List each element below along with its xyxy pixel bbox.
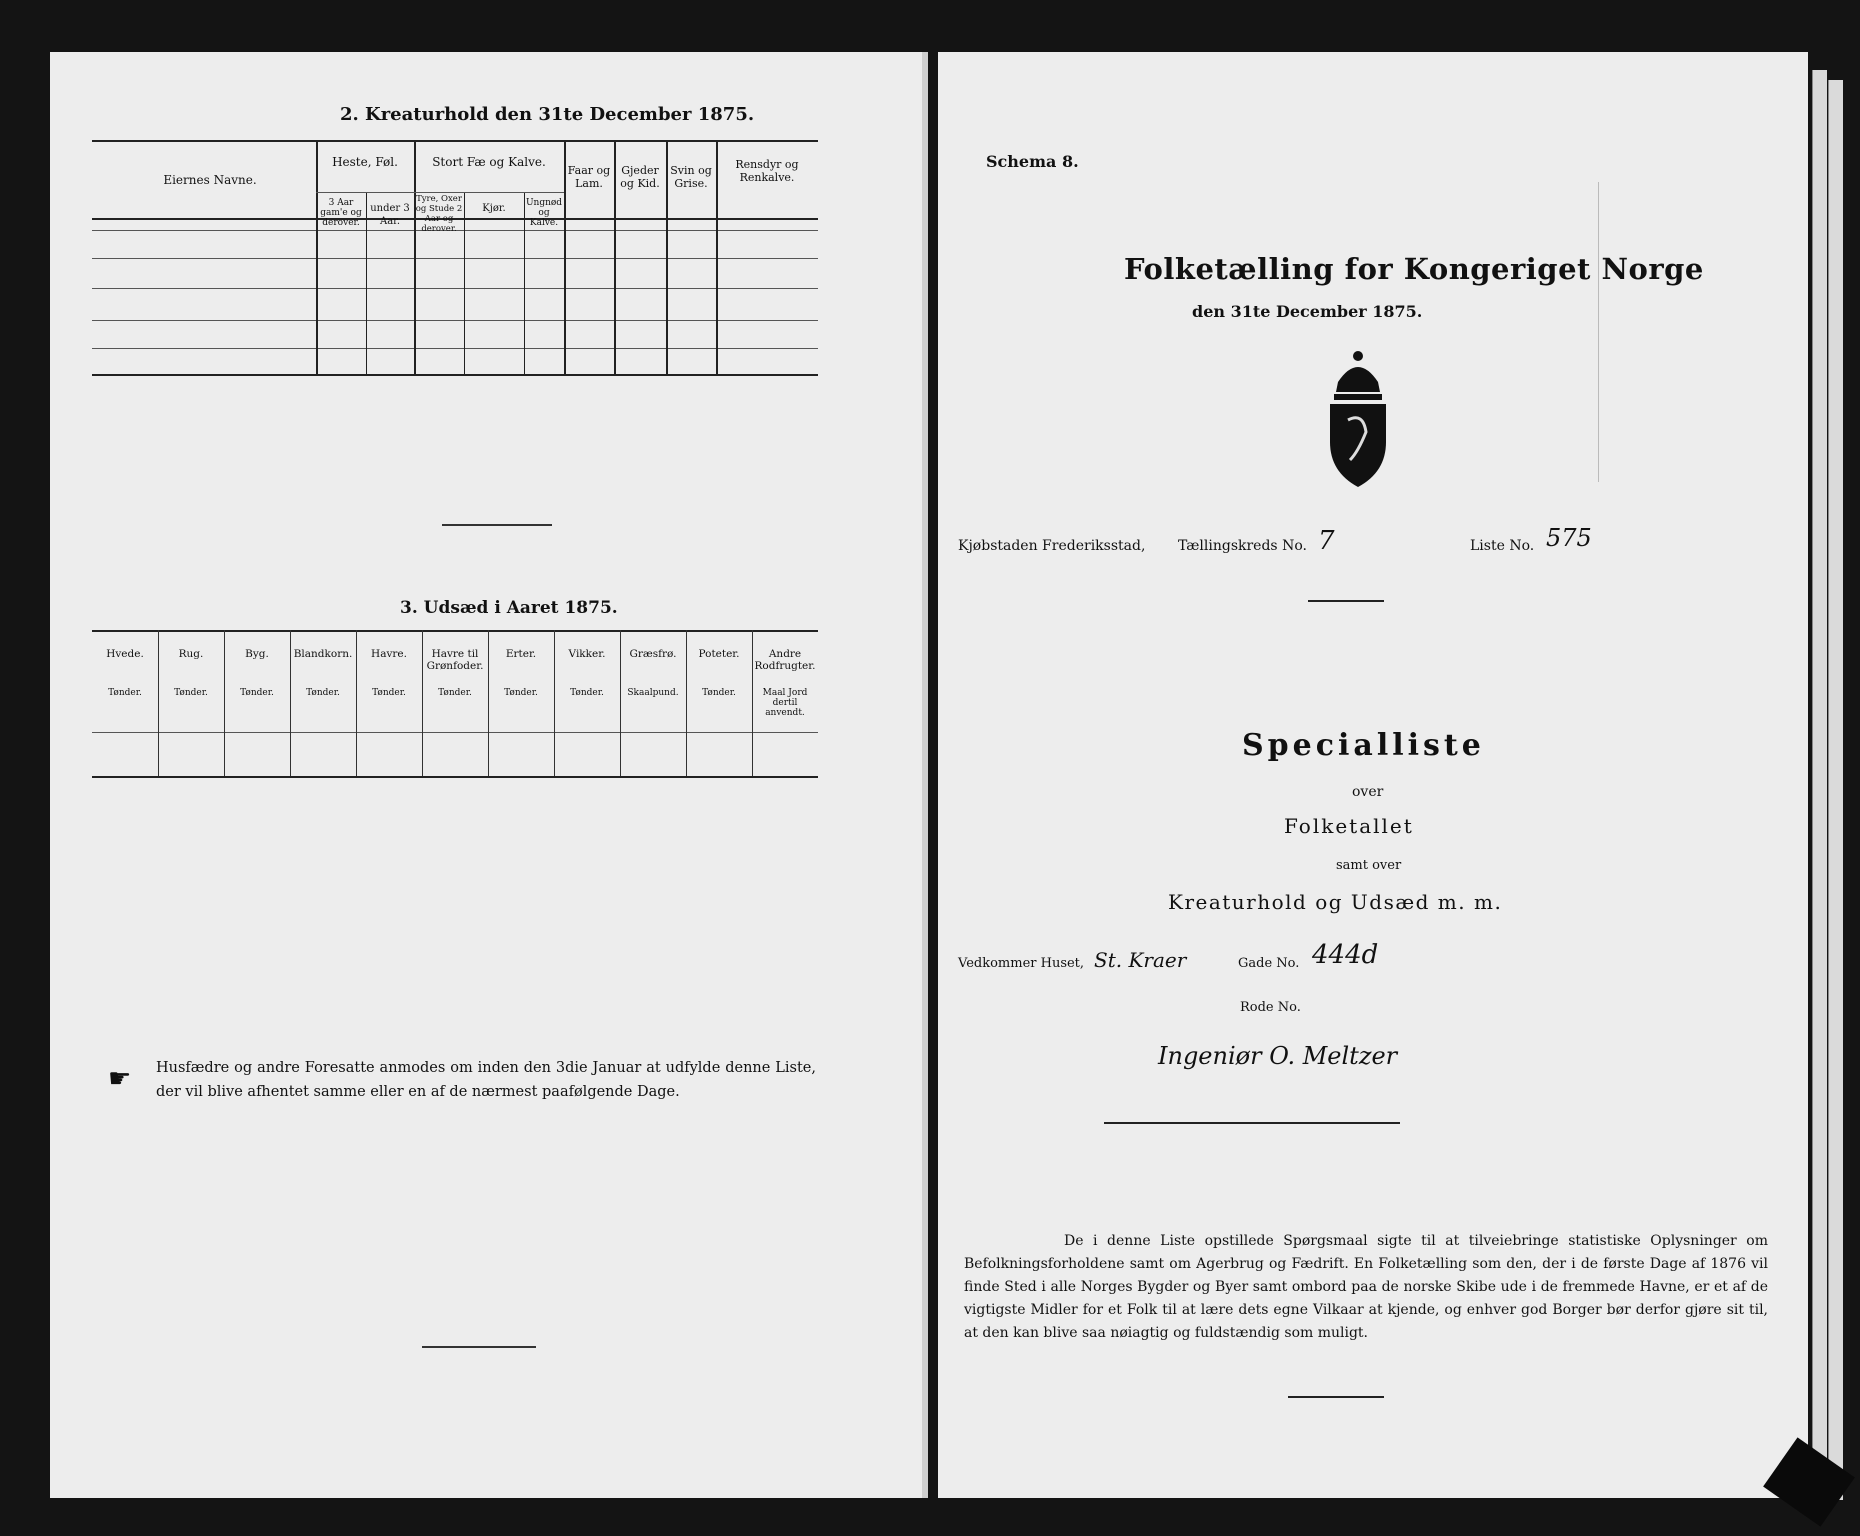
col-cattle-young: Ungnød og Kalve. (525, 198, 563, 228)
table2-top-rule (92, 140, 818, 142)
schema-label: Schema 8. (986, 152, 1079, 171)
page-edge (1828, 80, 1843, 1500)
table3-bottom-rule (92, 776, 818, 778)
liste-value: 575 (1546, 524, 1592, 552)
table2-col-line (414, 140, 416, 374)
table3-top-rule (92, 630, 818, 632)
gade-value: 444d (1312, 940, 1379, 970)
table3-col-unit: Tønder. (174, 688, 208, 698)
right-page (938, 52, 1808, 1498)
bottom-divider (1288, 1396, 1384, 1398)
section2-title: 2. Kreaturhold den 31te December 1875. (340, 104, 755, 125)
table2-col-line (316, 140, 318, 374)
col-cattle-bulls: Tyre, Oxer og Stude 2 Aar og derover. (415, 194, 463, 234)
table3-col-unit: Tønder. (570, 688, 604, 698)
col-horses-over3: 3 Aar gam'e og derover. (320, 198, 362, 228)
table3-col-name: Havre til Grønfoder. (426, 648, 484, 672)
col-goats: Gjeder og Kid. (620, 164, 660, 190)
table2-row-line (92, 348, 818, 349)
folketallet-heading: Folketallet (1284, 814, 1414, 838)
table3-col-name: Hvede. (106, 648, 144, 660)
census-date: den 31te December 1875. (1192, 302, 1423, 321)
bottom-rule (422, 1346, 536, 1348)
owner-signature: Ingeniør O. Meltzer (1158, 1042, 1398, 1070)
liste-label: Liste No. (1470, 538, 1535, 554)
table2-subhead-line (414, 192, 564, 193)
section3-title: 3. Udsæd i Aaret 1875. (400, 598, 618, 618)
table2-row-line (92, 288, 818, 289)
left-page (50, 52, 928, 1498)
col-cattle: Stort Fæ og Kalve. (432, 155, 546, 169)
col-owner-names: Eiernes Navne. (163, 173, 257, 187)
faint-bleed-columns (1598, 182, 1799, 482)
col-horses: Heste, Føl. (332, 155, 398, 169)
gade-label: Gade No. (1238, 956, 1300, 971)
table3-col-unit: Tønder. (702, 688, 736, 698)
table3-col-name: Græsfrø. (629, 648, 677, 660)
table2-row-line (92, 258, 818, 259)
samt-over-text: samt over (1336, 858, 1402, 873)
huset-label: Vedkommer Huset, (958, 956, 1085, 971)
col-reindeer: Rensdyr og Renkalve. (735, 158, 799, 184)
notice-text: Husfædre og andre Foresatte anmodes om inden den 3die Januar at udfylde denne Liste, der vil blive afhentet samme eller en af de nærmest paafølgende Dage. (156, 1060, 816, 1100)
table3-col-name: Havre. (371, 648, 407, 660)
table3-col-name: Rug. (178, 648, 204, 660)
huset-value: St. Kraer (1094, 948, 1187, 972)
table3-col-unit: Tønder. (438, 688, 472, 698)
table3-col-unit: Tønder. (504, 688, 538, 698)
table3-col-name: Vikker. (568, 648, 606, 660)
kjobstaden-label: Kjøbstaden Frederiksstad, (958, 538, 1146, 554)
over-text: over (1352, 784, 1384, 800)
page-edge (1812, 70, 1827, 1490)
kreds-label: Tællingskreds No. (1178, 538, 1307, 554)
table2-row-line (92, 320, 818, 321)
divider (1308, 600, 1384, 602)
signature-rule (1104, 1122, 1400, 1124)
col-sheep: Faar og Lam. (567, 164, 611, 190)
table3-col-unit: Skaalpund. (627, 688, 679, 698)
table2-bottom-rule (92, 374, 818, 376)
col-cattle-cows: Kjør. (482, 203, 506, 214)
kreaturhold-heading: Kreaturhold og Udsæd m. m. (1168, 890, 1503, 914)
specialliste-heading: Specialliste (1242, 728, 1485, 763)
col-pigs: Svin og Grise. (670, 164, 712, 190)
table2-subhead-line (316, 192, 414, 193)
col-horses-under3: under 3 Aar. (370, 203, 410, 227)
rode-label: Rode No. (1240, 1000, 1301, 1015)
table3-header-rule (92, 732, 818, 733)
table3-col-unit: Tønder. (108, 688, 142, 698)
kreds-value: 7 (1318, 526, 1335, 556)
table3-col-name: Andre Rodfrugter. (754, 648, 816, 672)
table2-col-line (464, 192, 465, 374)
explanation-text: De i denne Liste opstillede Spørgsmaal sigte til at tilveiebringe statistiske Oplysninger om Befolkningsforholdene samt om Agerbrug og Fædrift. En Folketælling som den, der i de første Dage af 1876 vil finde Sted i alle Norges Bygder og Byer samt ombord paa de norske Skibe ude i de fremmede Havne, er et af de vigtigste Midler for et Folk til at lære dets egne Vilkaar at kjende, og enhver god Borger bør derfor gjøre sit til, at den kan blive saa nøiagtig og fuldstændig som muligt. (964, 1233, 1768, 1341)
table3-col-name: Erter. (505, 648, 537, 660)
table3-col-name: Poteter. (698, 648, 740, 660)
table3-col-unit: Maal Jord dertil anvendt. (762, 688, 808, 718)
table3-col-name: Byg. (245, 648, 269, 660)
coat-of-arms-icon (1308, 342, 1408, 492)
table3-col-unit: Tønder. (372, 688, 406, 698)
table3-col-unit: Tønder. (240, 688, 274, 698)
census-title: Folketælling for Kongeriget Norge (1124, 252, 1704, 286)
pointing-hand-icon: ☛ (108, 1064, 132, 1094)
table3-col-unit: Tønder. (306, 688, 340, 698)
separator-rule (442, 524, 552, 526)
table3-col-name: Blandkorn. (293, 648, 353, 660)
